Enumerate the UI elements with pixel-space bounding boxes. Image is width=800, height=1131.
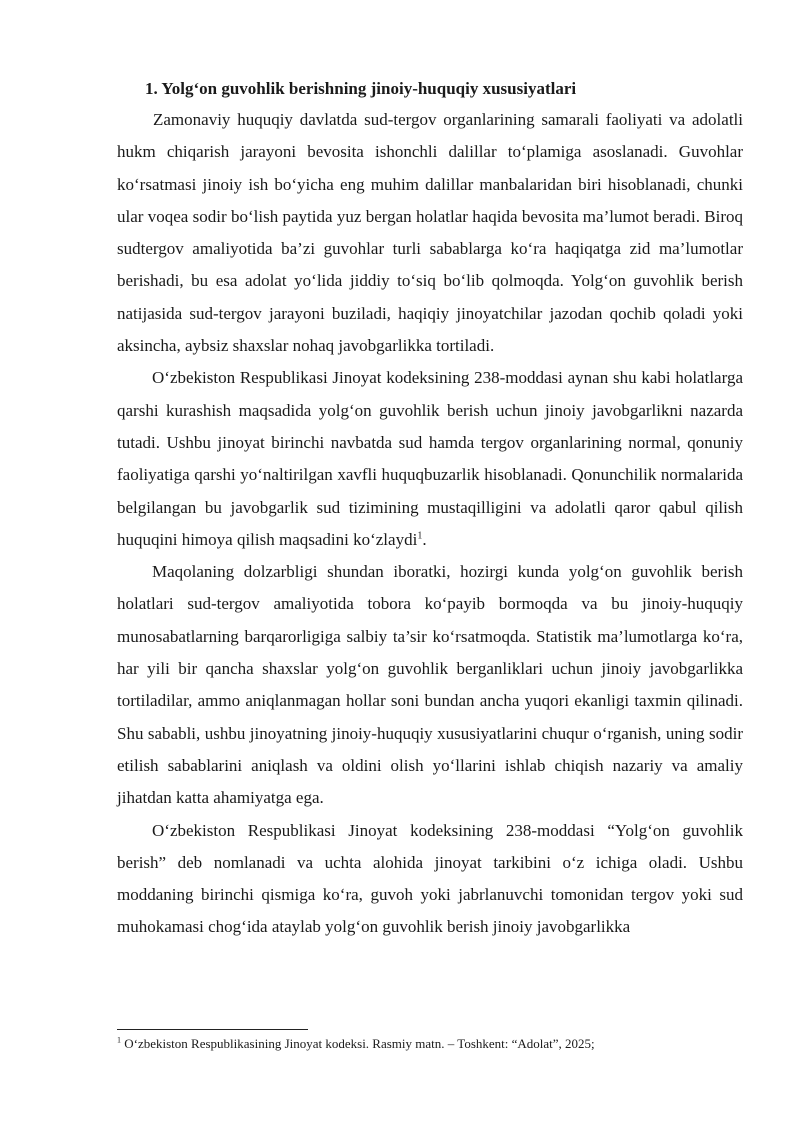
paragraph-2-end: . (422, 529, 427, 549)
footnote-reference[interactable]: 1 (417, 530, 423, 542)
section-heading: 1. Yolg‘on guvohlik berishning jinoiy-huquqiy xususiyatlari (145, 79, 577, 98)
footnote-text: O‘zbekiston Respublikasining Jinoyat kodeksi. Rasmiy matn. – Toshkent: “Adolat”, 2025; (121, 1036, 595, 1051)
footnote (117, 1036, 743, 1052)
paragraph-4: O‘zbekiston Respublikasi Jinoyat kodeksining 238-moddasi “Yolg‘on guvohlik berish” deb nomlanadi va uchta alohida jinoyat tarkibini o‘z ichiga oladi. Ushbu moddaning birinchi qismiga ko‘ra, guvoh yoki jabrlanuvchi tomonidan tergov yoki sud muhokamasi chog‘ida ataylab yolg‘on guvohlik berish jinoiy javobgarlikka (117, 820, 743, 937)
paragraph-1: Zamonaviy huquqiy davlatda sud-tergov organlarining samarali faoliyati va adolatli hukm chiqarish jarayoni bevosita ishonchli dalillar to‘plamiga asoslanadi. Guvohlar ko‘rsatmasi jinoiy ish bo‘yicha eng muhim dalillar manbalaridan biri hisoblanadi, chunki ular voqea sodir bo‘lish paytida yuz bergan holatlar haqida bevosita ma’lumot beradi. Biroq sudtergov amaliyotida ba’zi guvohlar turli sabablarga ko‘ra haqiqatga zid ma’lumotlar berishadi, bu esa adolat yo‘lida jiddiy to‘siq bo‘lib qolmoqda. Yolg‘on guvohlik berish natijasida sud-tergov jarayoni buziladi, haqiqiy jinoyatchilar jazodan qochib qoladi yoki aksincha, aybsiz shaxslar nohaq javobgarlikka tortiladi. (117, 110, 743, 356)
footnote-marker: 1 (117, 1035, 121, 1045)
paragraph-3: Maqolaning dolzarbligi shundan iboratki, hozirgi kunda yolg‘on guvohlik berish holatlari sud-tergov amaliyotida tobora ko‘payib bormoqda va bu jinoiy-huquqiy munosabatlarning barqarorligiga salbiy ta’sir ko‘rsatmoqda. Statistik ma’lumotlarga ko‘ra, har yili bir qancha shaxslar yolg‘on guvohlik berganliklari uchun jinoiy javobgarlikka tortiladilar, ammo aniqlanmagan hollar soni bundan ancha yuqori ekanligi taxmin qilinadi. Shu sababli, ushbu jinoyatning jinoiy-huquqiy xususiyatlarini chuqur o‘rganish, uning sodir etilish sabablarini aniqlash va oldini olish yo‘llarini ishlab chiqish nazariy va amaliy jihatdan katta ahamiyatga ega. (117, 562, 743, 808)
paragraph-2-text: O‘zbekiston Respublikasi Jinoyat kodeksining 238-moddasi aynan shu kabi holatlarga qarshi kurashish maqsadida yolg‘on guvohlik berish uchun jinoiy javobgarlikni nazarda tutadi. Ushbu jinoyat birinchi navbatda sud hamda tergov organlarining normal, qonuniy faoliyatiga qarshi yo‘naltirilgan xavfli huquqbuzarlik hisoblanadi. Qonunchilik normalarida belgilangan bu javobgarlik sud tizimining mustaqilligini va adolatli qaror qabul qilish huquqini himoya qilish maqsadini ko‘zlaydi (117, 368, 743, 549)
footnote-divider (117, 1029, 308, 1030)
body-text (117, 104, 743, 944)
paragraph-2 (117, 362, 743, 556)
